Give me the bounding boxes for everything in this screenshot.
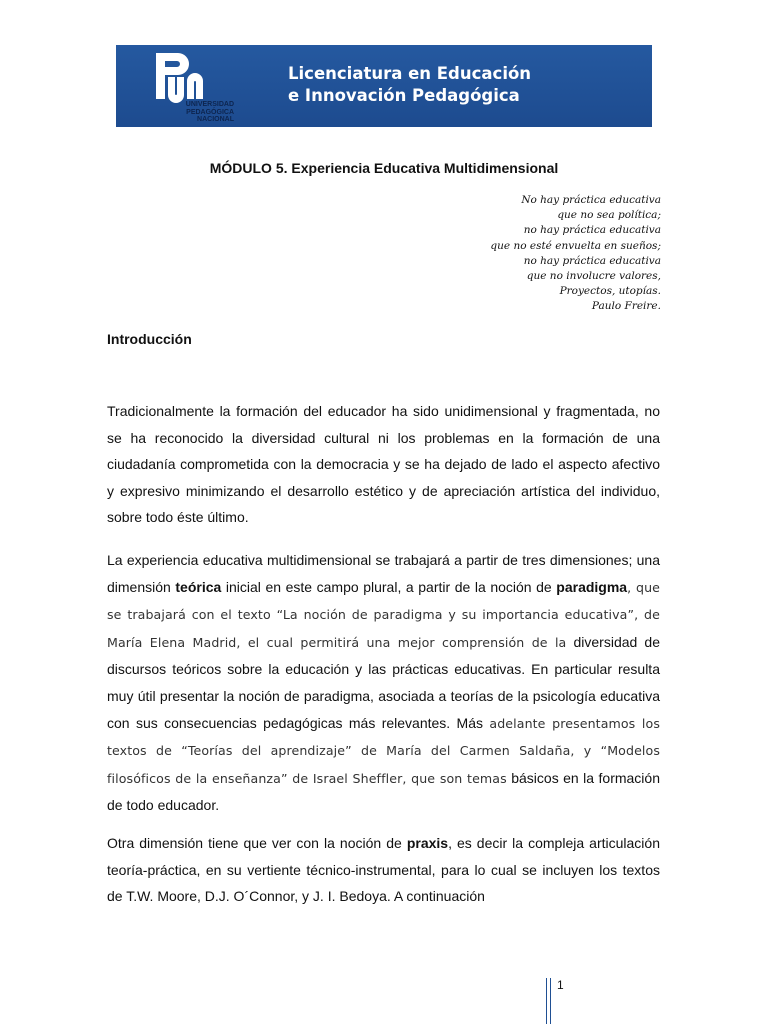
footer-divider: [546, 978, 551, 1024]
upn-logo: [154, 51, 232, 123]
paragraph-1: Tradicionalmente la formación del educador ha sido unidimensional y fragmentada, no se ha reconocido la diversidad cultural ni los problemas en la formación de una ciudadanía comprometida con la democracia y se ha dejado de lado el aspecto afectivo y expresivo minimizando el desarrollo estético y de apreciación artística del individuo, sobre todo éste último.: [107, 403, 660, 526]
header-banner: [116, 45, 652, 127]
paragraph-2: [107, 547, 660, 819]
banner-title-line-1: Licenciatura en Educación: [288, 64, 532, 83]
paragraph-3-text: , es decir la compleja articulación teoría-práctica, en su vertiente técnico-instrumental, para lo cual se incluyen los textos de T.W. Moore, D.J. O´Connor, y J. I. Bedoya. A continuación: [107, 835, 660, 905]
paragraph-2-text: adelante presentamos los textos de “Teorías del aprendizaje” de María del Carmen Saldaña, y “Modelos filosóficos de la enseñanza” de Israel Sheffler, que son temas: [107, 715, 661, 786]
epigraph-line: Proyectos, utopías.: [559, 285, 661, 298]
section-heading-introduccion: Introducción: [107, 331, 192, 347]
upn-logo-icon: [154, 51, 232, 103]
paragraph-2-text: La experiencia educativa multidimensional se trabajará a partir de tres dimensiones; una dimensión: [107, 552, 660, 595]
page-number: 1: [557, 978, 564, 992]
bold-term-paradigma: paradigma: [556, 578, 628, 595]
epigraph-quote: [361, 193, 661, 315]
paragraph-2-text: diversidad de discursos teóricos sobre la educación y las prácticas educativas. En particular resulta muy útil presentar la noción de paradigma, asociada a teorías de la psicología educativa con sus consecuencias pedagógicas más relevantes. Más: [107, 633, 660, 731]
epigraph-line: no hay práctica educativa: [523, 254, 661, 267]
bold-term-praxis: praxis: [406, 835, 449, 851]
paragraph-2-text: inicial en este campo plural, a partir de la noción de: [221, 578, 557, 595]
logo-caption: [154, 101, 234, 124]
paragraph-3: [107, 830, 660, 910]
paragraph-2-text: básicos en la formación de todo educador.: [107, 769, 660, 814]
banner-title: [288, 63, 531, 107]
banner-title-line-2: e Innovación Pedagógica: [288, 86, 520, 105]
module-title: MÓDULO 5. Experiencia Educativa Multidimensional: [209, 160, 559, 176]
epigraph-line: que no involucre valores,: [526, 270, 661, 283]
bold-term-teorica: teórica: [175, 578, 222, 595]
logo-line-2: PEDAGÓGICA: [186, 108, 234, 116]
paragraph-3-text: Otra dimensión tiene que ver con la noción de: [107, 835, 407, 851]
epigraph-line: No hay práctica educativa: [521, 194, 661, 206]
logo-line-1: UNIVERSIDAD: [185, 101, 234, 108]
epigraph-line: que no sea política;: [557, 209, 661, 222]
epigraph-line: no hay práctica educativa: [523, 224, 661, 237]
logo-line-3: NACIONAL: [197, 116, 234, 123]
epigraph-line: que no esté envuelta en sueños;: [490, 239, 661, 252]
paragraph-2-text: , que se trabajará con el texto “La noción de paradigma y su importancia educativa”, de María Elena Madrid, el cual permitirá una mejor comprensión de la: [107, 579, 661, 650]
epigraph-author: Paulo Freire.: [591, 300, 661, 313]
